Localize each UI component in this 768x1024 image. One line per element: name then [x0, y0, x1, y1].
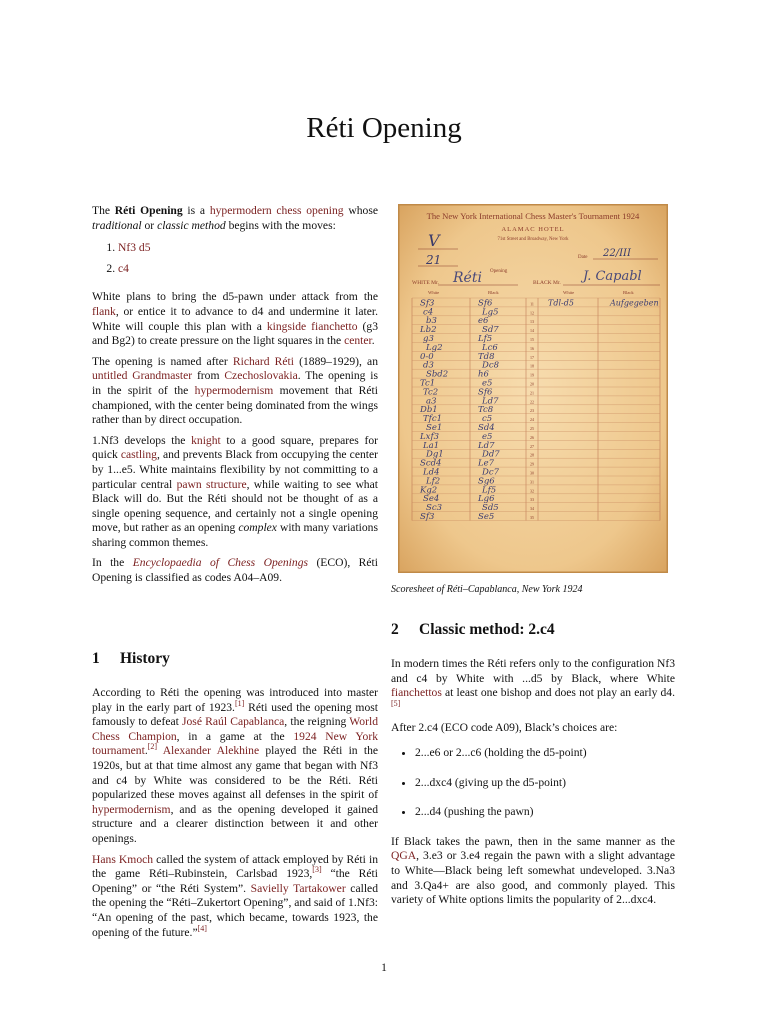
text: called the opening the “Réti–Zukertort Opening”, and said of 1.Nf3: “An opening of the past, which became, towards 1923, the opening of the future.” — [92, 881, 378, 939]
ref-link[interactable]: [2] — [147, 742, 158, 752]
text: from — [192, 369, 225, 383]
white-move: a3 — [426, 396, 437, 407]
text: , or entice it to advance to d4 and undermine it later. White will couple this plan with a — [92, 304, 378, 333]
black-move: Lg6 — [478, 494, 495, 505]
row-number: 13 — [530, 319, 534, 325]
text: played the Réti in the 1920s, but at that time almost any game that began with Nf3 and c4 by White was considered to be the Réti. Réti popularized these moves against all defenses in the spirit of — [92, 744, 379, 802]
link-hypermodernism[interactable]: hypermodernism — [194, 383, 274, 397]
text: whose — [343, 204, 378, 217]
row-number: 30 — [530, 470, 534, 476]
ref-link[interactable]: [1] — [234, 698, 245, 708]
text: at least one bishop and does not play an early d4. — [441, 686, 675, 700]
row-number: 23 — [530, 408, 534, 414]
white-move: c4 — [423, 307, 434, 318]
row-number: 14 — [530, 328, 534, 334]
row-number: 12 — [530, 310, 534, 316]
link-capablanca[interactable]: José Raúl Capablanca — [182, 715, 285, 729]
text: . — [144, 744, 148, 758]
black-move: Td8 — [478, 351, 495, 362]
italic-term: classic method — [157, 218, 226, 232]
black-move: Lc6 — [482, 342, 498, 353]
link-hypermodern-chess-opening[interactable]: hypermodern chess opening — [209, 204, 344, 217]
ref-link[interactable]: [5] — [391, 698, 401, 708]
left-column — [92, 204, 378, 592]
paragraph-kmoch — [92, 853, 378, 941]
black-move: c5 — [482, 414, 493, 425]
ref-link[interactable]: [4] — [197, 923, 207, 933]
black-move: Tc8 — [478, 405, 494, 416]
white-move: Sf3 — [420, 512, 435, 522]
white-move: d3 — [423, 360, 434, 371]
paragraph-modern-times — [391, 657, 675, 715]
text: In the — [92, 556, 133, 570]
row-number: 28 — [530, 452, 534, 458]
italic-term: traditional — [92, 218, 142, 232]
game-number: 21 — [426, 253, 442, 267]
black-move: Se5 — [478, 512, 495, 522]
bold-term: Réti Opening — [114, 204, 183, 217]
text: If Black takes the pawn, then in the same manner as the — [391, 834, 675, 848]
move-item — [118, 241, 378, 256]
sheet-address: 71st Street and Broadway, New York — [497, 237, 569, 242]
link-qga[interactable]: QGA — [391, 849, 417, 863]
list-item: • 2...d4 (pushing the pawn) — [415, 805, 675, 820]
move-item — [118, 262, 378, 277]
text: The — [92, 204, 115, 217]
row-number: 29 — [530, 461, 534, 467]
white-move: Lg2 — [426, 342, 443, 353]
white-move: La1 — [423, 440, 440, 451]
black-move: Lg5 — [482, 307, 499, 318]
white-move: Se1 — [426, 423, 443, 433]
black-move: Sf6 — [478, 298, 493, 309]
row-number: 34 — [530, 506, 534, 512]
handwritten-note: Aufgegeben — [610, 298, 659, 308]
link-kingside-fianchetto[interactable]: kingside fianchetto — [266, 319, 358, 333]
text: According to Réti the opening was introduced into master play in the early part of 1923. — [92, 686, 378, 714]
handwritten-note: Tdl-d5 — [548, 298, 574, 308]
text: “the Réti Opening” or “the Réti System”. — [92, 867, 378, 895]
text: is a — [182, 204, 210, 217]
white-move: Sf3 — [420, 298, 435, 309]
black-move: Sg6 — [478, 476, 495, 487]
row-number: 20 — [530, 381, 534, 387]
black-player-label: BLACK Mr. — [533, 280, 561, 286]
text: begins with the moves: — [225, 218, 336, 232]
white-move: Scd4 — [420, 458, 442, 469]
link-hans-kmoch[interactable]: Hans Kmoch — [92, 852, 154, 866]
list-item: • 2...e6 or 2...c6 (holding the d5-point) — [415, 746, 675, 761]
link-center[interactable]: center — [344, 334, 372, 348]
black-column-label: Black — [488, 290, 499, 295]
text: , and as the opening developed it gained structure and a clearer distinction between it and other openings. — [92, 802, 378, 845]
black-move: e5 — [482, 431, 493, 442]
paragraph-history — [92, 686, 378, 847]
row-number: 24 — [530, 417, 534, 423]
black-move: Sd5 — [482, 503, 499, 514]
link-world-chess-champion[interactable]: World Chess Champion — [92, 715, 378, 743]
paragraph-takes-pawn — [391, 835, 675, 908]
round-number: V — [428, 231, 440, 250]
white-move: Sc3 — [426, 503, 442, 514]
black-move: h6 — [478, 369, 489, 380]
sheet-hotel: ALAMAC HOTEL — [501, 226, 565, 233]
black-column-label: Black — [623, 290, 634, 295]
row-number: 25 — [530, 426, 534, 431]
section-title: Classic method: 2.c4 — [419, 621, 555, 638]
section-number: 2 — [391, 621, 399, 638]
white-player-label: WHITE Mr. — [412, 280, 439, 286]
black-player-name: J. Capabl — [583, 269, 642, 284]
white-move: Ld4 — [423, 467, 440, 478]
text: (1889–1929), an — [294, 354, 378, 368]
black-move: Dc7 — [482, 467, 499, 478]
link-1924-new-york-tournament[interactable]: 1924 New York tournament — [92, 729, 378, 758]
paragraph-after-c4: After 2.c4 (ECO code A09), Black’s choices are: — [391, 721, 618, 735]
ref-link[interactable]: [3] — [312, 865, 322, 875]
black-move: Lf5 — [482, 485, 497, 496]
list-item: • 2...dxc4 (giving up the d5-point) — [415, 776, 675, 791]
white-move: g3 — [423, 334, 434, 344]
text: 1.Nf3 develops the — [92, 433, 192, 447]
section-title: History — [120, 650, 170, 667]
text: , while waiting to see what Black will do. But the Réti should not be thought of as a single opening sequence, and certainly not a single opening move, but rather as an opening — [92, 477, 378, 535]
row-number: 33 — [530, 497, 534, 503]
text: . The opening is in the spirit of the — [92, 369, 378, 397]
date-value: 22/III — [603, 248, 631, 259]
white-move: Se4 — [423, 494, 440, 505]
link-castling[interactable]: castling — [120, 448, 157, 462]
text: White plans to bring the d5-pawn under attack from the — [92, 290, 378, 304]
scoresheet-svg — [398, 204, 668, 573]
black-move: Le7 — [478, 458, 495, 469]
white-player-name: Réti — [453, 270, 482, 286]
text: , and prevents Black from occupying the center by 1...e5. White maintains flexibility by not committing to a particular central — [92, 448, 378, 491]
text: (ECO), Réti Opening is classified as codes A04–A09. — [92, 556, 378, 585]
text: or — [141, 218, 158, 232]
black-move: Dc8 — [482, 360, 499, 371]
row-number: 22 — [530, 399, 534, 405]
page-title: Réti Opening — [306, 112, 462, 144]
moves-list — [92, 241, 378, 276]
white-move: Kg2 — [420, 485, 438, 496]
link-move[interactable]: Nf3 d5 — [118, 241, 151, 255]
text: with many variations sharing common themes. — [92, 521, 378, 549]
link-richard-reti[interactable]: Richard Réti — [232, 354, 295, 368]
black-move: Dd7 — [482, 449, 500, 460]
row-number: 11 — [530, 301, 534, 307]
row-number: 31 — [530, 479, 534, 485]
paragraph-named-after — [92, 355, 378, 428]
link-untitled-grandmaster[interactable]: untitled Grandmaster — [92, 369, 193, 383]
black-move: e6 — [478, 316, 489, 327]
white-move: Tc1 — [420, 378, 436, 389]
row-number: 35 — [530, 515, 534, 520]
black-move: Sf6 — [478, 387, 493, 398]
link-knight[interactable]: knight — [191, 433, 221, 447]
white-column-label: White — [428, 290, 440, 295]
white-move: Dg1 — [426, 449, 444, 460]
link-savielly-tartakower[interactable]: Savielly Tartakower — [250, 881, 346, 895]
text: , 3.e3 or 3.e4 regain the pawn with a slight advantage to White—Black being left somewhat undeveloped. 3.Na3 and 3.Qa4+ are also good, and commonly played. This variety of White options limits the popularity of 2...dxc4. — [391, 849, 675, 907]
white-move: Tfc1 — [423, 414, 442, 425]
white-move: Lxf3 — [420, 431, 439, 442]
black-choices-list — [391, 746, 675, 820]
section-heading-history — [92, 650, 170, 668]
date-label: Date — [578, 255, 588, 260]
section-heading-classic-method — [391, 621, 555, 639]
italic-term: complex — [238, 521, 277, 535]
white-move: Lb2 — [420, 325, 437, 336]
row-number: 18 — [530, 363, 534, 369]
text: In modern times the Réti refers only to the configuration Nf3 and c4 by White with ...d5 by Black, where White — [391, 657, 675, 685]
white-move: 0-0 — [420, 351, 434, 362]
black-move: Ld7 — [482, 396, 499, 407]
link-encyclopaedia-of-chess-openings[interactable]: Encyclopaedia of Chess Openings — [132, 556, 309, 570]
black-move: Lf5 — [478, 334, 493, 344]
paragraph-nf3-develops — [92, 434, 378, 551]
black-move: Ld7 — [478, 440, 495, 451]
link-move[interactable]: c4 — [118, 261, 129, 275]
row-number: 26 — [530, 434, 534, 440]
scoresheet-image — [398, 204, 668, 573]
text: , in a game at the — [176, 729, 294, 743]
link-flank[interactable]: flank — [92, 304, 116, 318]
row-number: 32 — [530, 488, 534, 494]
text: to a good square, prepares for quick — [92, 433, 378, 462]
white-move: Sbd2 — [426, 369, 449, 380]
row-number: 19 — [530, 372, 534, 378]
link-pawn-structure[interactable]: pawn structure — [176, 477, 247, 491]
text: . — [371, 334, 375, 348]
link-hypermodernism[interactable]: hypermodernism — [92, 802, 171, 816]
link-czechoslovakia[interactable]: Czechoslovakia — [224, 369, 298, 383]
text: Réti used the opening most famously to defeat — [92, 700, 378, 729]
text: , the reigning — [284, 715, 350, 729]
text: (g3 and Bg2) to create pressure on the light squares in the — [92, 319, 378, 348]
white-move: Lf2 — [426, 476, 441, 487]
paragraph-plans — [92, 290, 378, 348]
page-number: 1 — [381, 962, 387, 974]
row-number: 27 — [530, 443, 534, 449]
figure-caption: Scoresheet of Réti–Capablanca, New York 1924 — [391, 584, 583, 595]
white-column-label: White — [563, 290, 575, 295]
paragraph-eco — [92, 556, 378, 585]
white-move: Tc2 — [423, 387, 439, 398]
link-alexander-alekhine[interactable]: Alexander Alekhine — [162, 744, 260, 758]
black-move: Sd7 — [482, 325, 499, 336]
black-move: e5 — [482, 378, 493, 389]
link-fianchettos[interactable]: fianchettos — [391, 686, 442, 700]
intro-paragraph — [92, 204, 378, 233]
opening-label: Opening — [490, 269, 508, 274]
white-move: b3 — [426, 316, 437, 327]
section-number: 1 — [92, 650, 100, 667]
text: movement that Réti championed, with the center being dominated from the wings rather than by direct occupation. — [92, 383, 378, 427]
row-number: 21 — [530, 390, 534, 396]
sheet-header: The New York International Chess Master's Tournament 1924 — [426, 211, 640, 221]
text: called the system of attack employed by Réti in the game Réti–Rubinstein, Carlsbad 1923, — [92, 852, 378, 881]
row-number: 15 — [530, 337, 534, 342]
right-column — [391, 657, 675, 914]
left-column-history — [92, 686, 378, 946]
row-number: 16 — [530, 345, 534, 351]
black-move: Sd4 — [478, 423, 495, 433]
white-move: Db1 — [420, 405, 438, 416]
text: The opening is named after — [92, 354, 233, 368]
row-number: 17 — [530, 354, 534, 360]
